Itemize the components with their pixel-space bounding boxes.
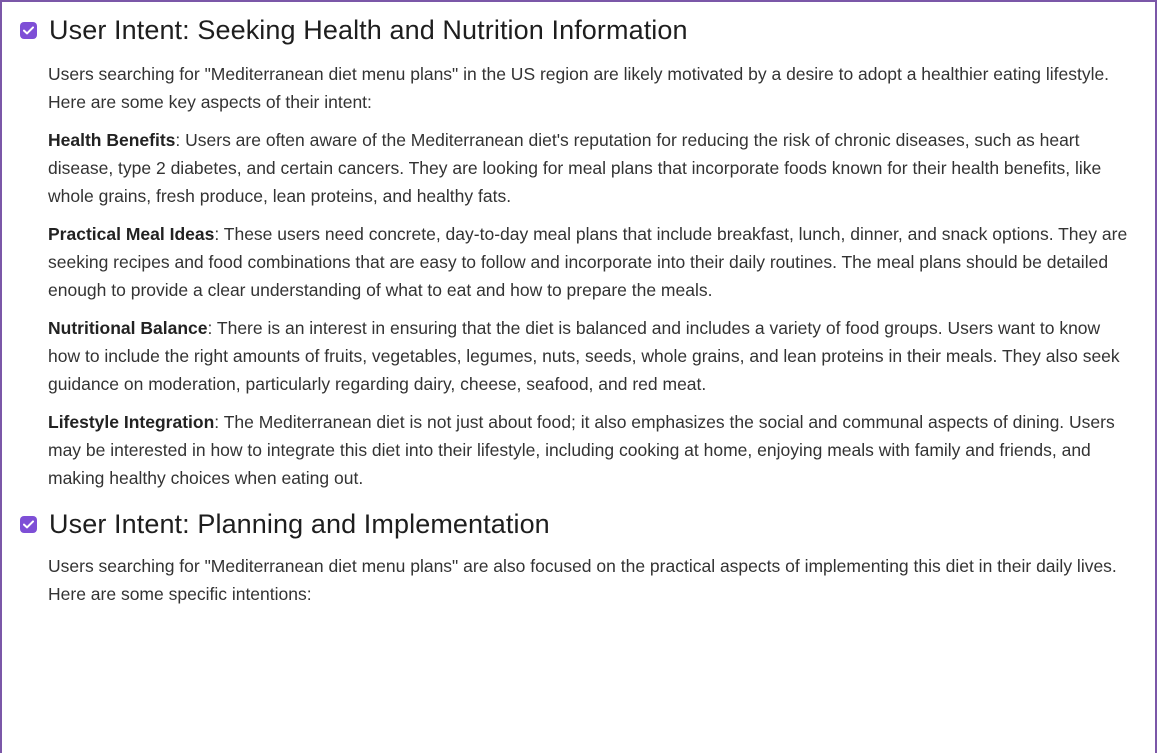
point-practical-meal-ideas [48,220,1135,304]
intro-paragraph: Users searching for "Mediterranean diet menu plans" are also focused on the practical aspects of implementing this diet in their daily lives. Here are some specific intentions: [48,556,1117,604]
point-text: : There is an interest in ensuring that the diet is balanced and includes a variety of food groups. Users want to know how to include the right amounts of fruits, vegetables, legumes, nuts, seeds, whole grains, and lean proteins in their meals. They also seek guidance on moderation, particularly regarding dairy, cheese, seafood, and red meat. [48,318,1120,394]
section-planning-implementation [2,502,1155,608]
point-health-benefits [48,126,1135,210]
checkbox-checked-icon[interactable] [20,22,37,39]
section-title: User Intent: Planning and Implementation [49,508,550,539]
section-header [20,502,1155,546]
point-heading: Health Benefits [48,130,176,150]
point-text: : Users are often aware of the Mediterranean diet's reputation for reducing the risk of chronic diseases, such as heart disease, type 2 diabetes, and certain cancers. They are looking for meal plans that incorporate foods known for their health benefits, like whole grains, fresh produce, lean proteins, and healthy fats. [48,130,1102,206]
section-header [20,8,1155,52]
section-health-nutrition [2,8,1155,492]
point-text: : The Mediterranean diet is not just about food; it also emphasizes the social and communal aspects of dining. Users may be interested in how to integrate this diet into their lifestyle, including cooking at home, enjoying meals with family and friends, and making healthy choices when eating out. [48,412,1115,488]
section-title: User Intent: Seeking Health and Nutrition Information [49,14,688,45]
section-body [48,60,1135,492]
point-heading: Lifestyle Integration [48,412,215,432]
point-text: : These users need concrete, day-to-day meal plans that include breakfast, lunch, dinner, and snack options. They are seeking recipes and food combinations that are easy to follow and incorporate into their daily routines. The meal plans should be detailed enough to provide a clear understanding of what to eat and how to prepare the meals. [48,224,1128,300]
point-heading: Practical Meal Ideas [48,224,215,244]
intro-paragraph: Users searching for "Mediterranean diet menu plans" in the US region are likely motivated by a desire to adopt a healthier eating lifestyle. Here are some key aspects of their intent: [48,64,1110,112]
point-heading: Nutritional Balance [48,318,208,338]
point-lifestyle-integration [48,408,1135,492]
point-nutritional-balance [48,314,1135,398]
checkbox-checked-icon[interactable] [20,516,37,533]
section-body [48,552,1135,608]
